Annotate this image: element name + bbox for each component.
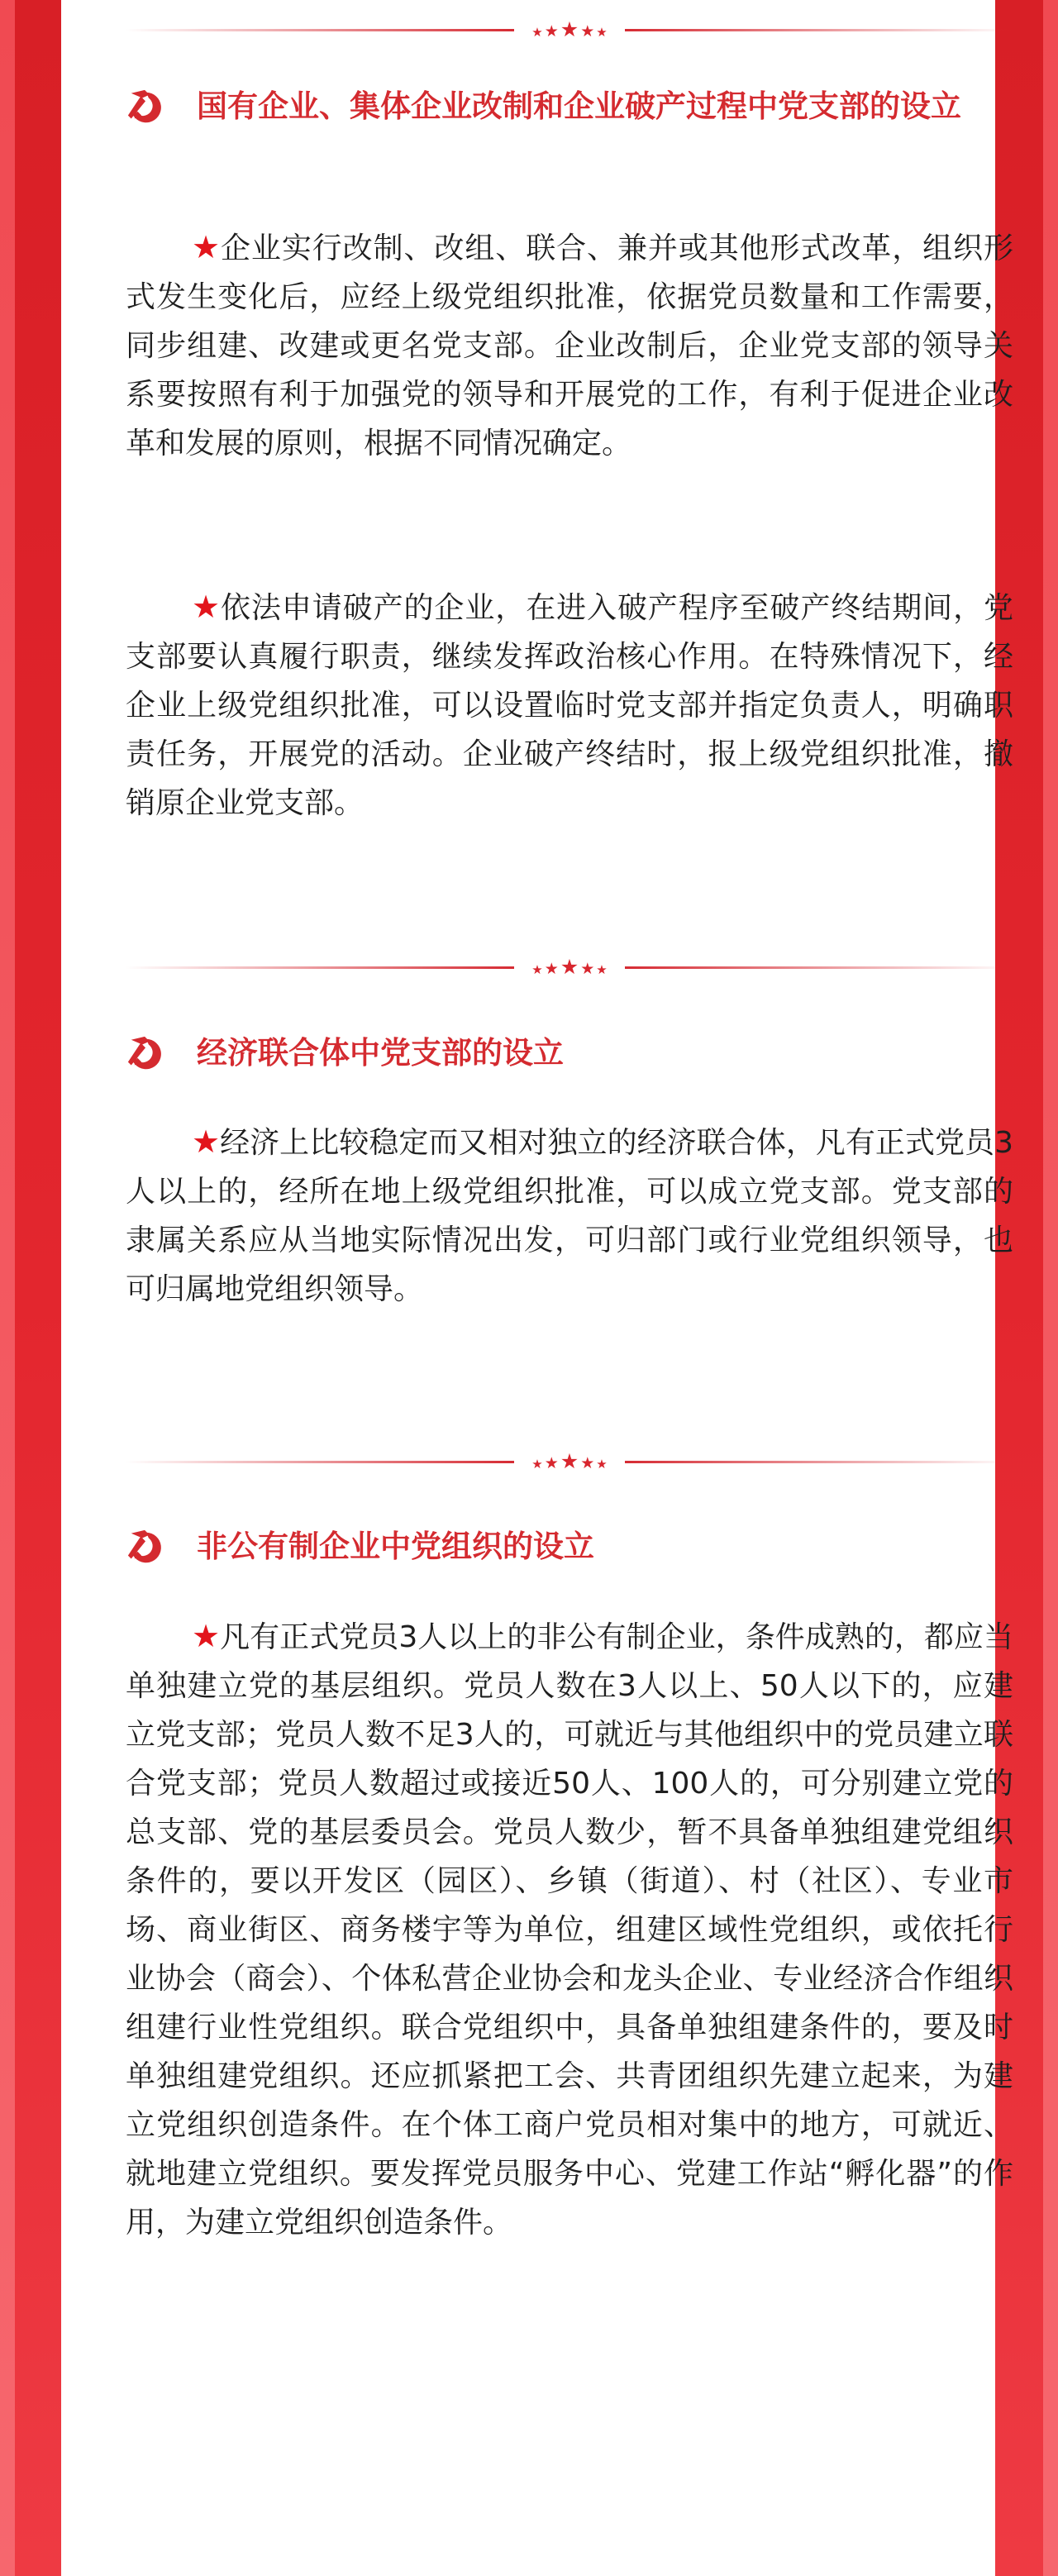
left-border-stripe (0, 0, 15, 2576)
star-bullet-icon: ★ (192, 1618, 221, 1654)
paragraph-text: 企业实行改制、改组、联合、兼并或其他形式改革，组织形式发生变化后，应经上级党组织批准，依据党员数量和工作需要，同步组建、改建或更名党支部。企业改制后，企业党支部的领导关系要按照有利于加强党的领导和开展党的工作，有利于促进企业改革和发展的原则，根据不同情况确定。 (126, 231, 1013, 460)
paragraph-text: 凡有正式党员3人以上的非公有制企业，条件成熟的，都应当单独建立党的基层组织。党员人数在3人以上、50人以下的，应建立党支部；党员人数不足3人的，可就近与其他组织中的党员建立联合党支部；党员人数超过或接近50人、100人的，可分别建立党的总支部、党的基层委员会。党员人数少，暂不具备单独组建党组织条件的，要以开发区（园区）、乡镇（街道）、村（社区）、专业市场、商业街区、商务楼宇等为单位，组建区域性党组织，或依托行业协会（商会）、个体私营企业协会和龙头企业、专业经济合作组织组建行业性党组织。联合党组织中，具备单独组建条件的，要及时单独组建党组织。还应抓紧把工会、共青团组织先建立起来，为建立党组织创造条件。在个体工商户党员相对集中的地方，可就近、就地建立党组织。要发挥党员服务中心、党建工作站“孵化器”的作用，为建立党组织创造条件。 (126, 1620, 1013, 2240)
paragraph (126, 223, 1013, 468)
hammer-sickle-icon (126, 1034, 165, 1074)
ornament-divider (126, 951, 1013, 984)
star-bullet-icon: ★ (192, 1123, 221, 1160)
section-heading (126, 1523, 1013, 1571)
section-heading (126, 1029, 1013, 1077)
hammer-sickle-icon (126, 1528, 165, 1567)
paragraph-text: 依法申请破产的企业，在进入破产程序至破产终结期间，党支部要认真履行职责，继续发挥政治核心作用。在特殊情况下，经企业上级党组织批准，可以设置临时党支部并指定负责人，明确职责任务，开展党的活动。企业破产终结时，报上级党组织批准，撤销原企业党支部。 (126, 591, 1013, 820)
divider-line-right (625, 1461, 1013, 1463)
paragraph-text: 经济上比较稳定而又相对独立的经济联合体，凡有正式党员3人以上的，经所在地上级党组织批准，可以成立党支部。党支部的隶属关系应从当地实际情况出发，可归部门或行业党组织领导，也可归属地党组织领导。 (126, 1126, 1013, 1306)
paragraph (126, 1612, 1013, 2247)
content-panel (61, 0, 1013, 2576)
right-border-stripe (1043, 0, 1058, 2576)
ornament-divider (126, 1445, 1013, 1478)
ornament-divider (126, 13, 1013, 46)
divider-stars: ★ ★★ ★ ★ (531, 1449, 608, 1473)
divider-stars: ★ ★★ ★ ★ (531, 17, 608, 41)
star-bullet-icon: ★ (192, 589, 221, 625)
section-title: 非公有制企业中党组织的设立 (197, 1529, 594, 1564)
paragraph (126, 583, 1013, 828)
section-title: 国有企业、集体企业改制和企业破产过程中党支部的设立 (197, 88, 961, 124)
divider-line-right (625, 29, 1013, 31)
divider-line-left (126, 966, 514, 969)
divider-line-right (625, 966, 1013, 969)
star-bullet-icon: ★ (192, 229, 221, 265)
section-title: 经济联合体中党支部的设立 (197, 1035, 564, 1071)
divider-line-left (126, 29, 514, 31)
hammer-sickle-icon (126, 88, 165, 127)
divider-line-left (126, 1461, 514, 1463)
section-heading (126, 83, 1013, 131)
divider-stars: ★ ★★ ★ ★ (531, 955, 608, 979)
paragraph (126, 1118, 1013, 1314)
